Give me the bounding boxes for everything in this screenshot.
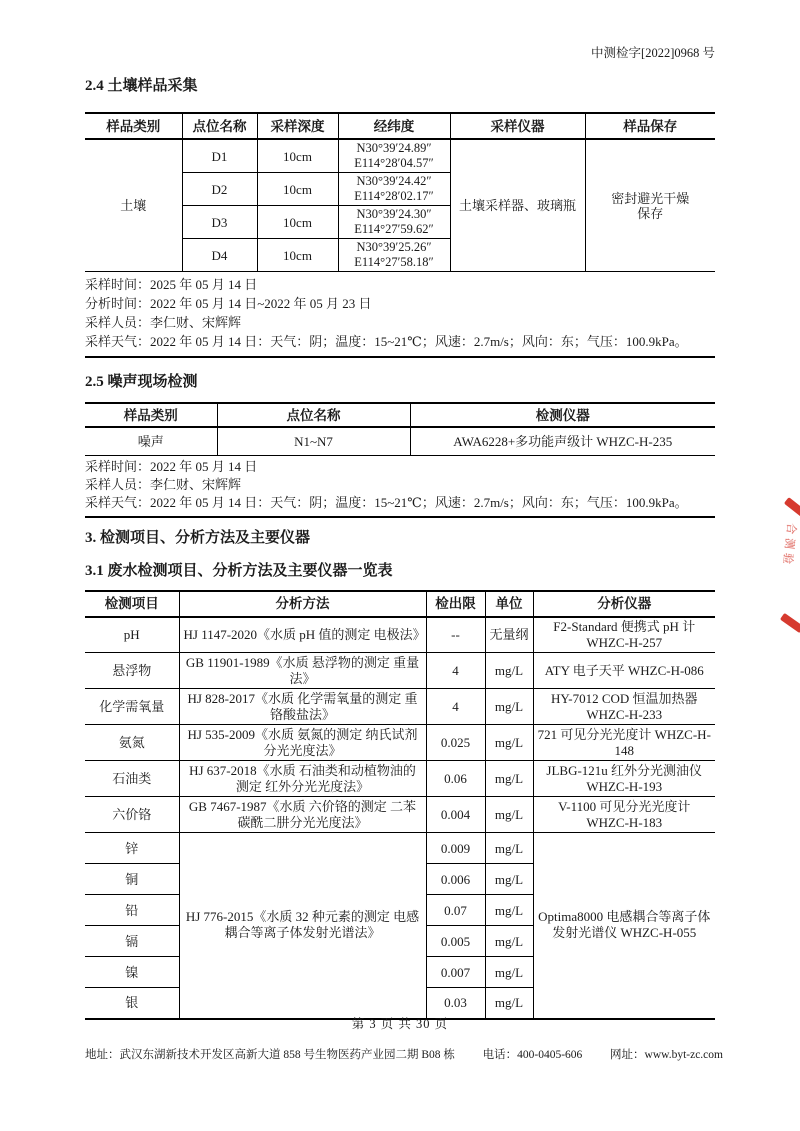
unit-cell: mg/L — [485, 653, 533, 689]
footer-page-number: 第 3 页 共 30 页 — [351, 1017, 449, 1031]
unit-cell: mg/L — [485, 689, 533, 725]
method-cell: HJ 637-2018《水质 石油类和动植物油的测定 红外分光光度法》 — [179, 761, 426, 797]
table-row — [85, 689, 715, 725]
limit-cell: 0.006 — [426, 864, 485, 895]
depth-cell: 10cm — [257, 139, 338, 173]
category-cell: 土壤 — [85, 139, 182, 272]
instrument-cell: JLBG-121u 红外分光测油仪 WHZC-H-193 — [533, 761, 715, 797]
noise-detection-table — [85, 402, 715, 456]
col-header-category: 样品类别 — [85, 113, 182, 139]
unit-cell: mg/L — [485, 895, 533, 926]
unit-cell: mg/L — [485, 761, 533, 797]
item-cell: 化学需氧量 — [85, 689, 179, 725]
noise-table-notes — [85, 456, 715, 518]
depth-cell: 10cm — [257, 239, 338, 272]
unit-cell: mg/L — [485, 797, 533, 833]
instrument-cell: ATY 电子天平 WHZC-H-086 — [533, 653, 715, 689]
instrument-cell: F2-Standard 便携式 pH 计 WHZC-H-257 — [533, 617, 715, 653]
section-title-2-5: 2.5 噪声现场检测 — [85, 374, 198, 390]
footer-contact-line — [85, 1048, 723, 1063]
note-line: 采样人员：李仁财、宋辉辉 — [85, 315, 242, 330]
section-title-2-4: 2.4 土壤样品采集 — [85, 78, 198, 94]
instrument-cell: HY-7012 COD 恒温加热器 WHZC-H-233 — [533, 689, 715, 725]
limit-cell: 0.025 — [426, 725, 485, 761]
seal-glyphs: 合测验 — [780, 522, 798, 569]
col-header-instrument: 分析仪器 — [533, 591, 715, 617]
note-line: 采样天气：2022 年 05 月 14 日：天气：阴；温度：15~21℃；风速：2.7m/s；风向：东；气压：100.9kPa。 — [85, 494, 688, 510]
limit-cell: 0.06 — [426, 761, 485, 797]
doc-number: 中测检字[2022]0968 号 — [591, 46, 715, 60]
depth-cell: 10cm — [257, 173, 338, 206]
table-header-row — [85, 113, 715, 139]
col-header-preservation: 样品保存 — [585, 113, 715, 139]
col-header-instrument: 检测仪器 — [410, 403, 715, 427]
item-cell: 石油类 — [85, 761, 179, 797]
sampler-cell: 土壤采样器、玻璃瓶 — [450, 139, 585, 272]
longitude: E114°28′04.57″ — [354, 156, 434, 170]
preservation-text: 密封避光干燥保存 — [611, 190, 690, 221]
coordinates-cell — [338, 206, 450, 239]
col-header-item: 检测项目 — [85, 591, 179, 617]
item-cell: 镍 — [85, 957, 179, 988]
col-header-point: 点位名称 — [182, 113, 257, 139]
item-cell: 六价铬 — [85, 797, 179, 833]
method-cell: GB 11901-1989《水质 悬浮物的测定 重量法》 — [179, 653, 426, 689]
limit-cell: 4 — [426, 653, 485, 689]
unit-cell: mg/L — [485, 725, 533, 761]
limit-cell: 0.007 — [426, 957, 485, 988]
unit-cell: mg/L — [485, 926, 533, 957]
item-cell: 悬浮物 — [85, 653, 179, 689]
footer-website: 网址：www.byt-zc.com — [610, 1049, 723, 1061]
item-cell: 铅 — [85, 895, 179, 926]
unit-cell: mg/L — [485, 957, 533, 988]
point-cell: D4 — [182, 239, 257, 272]
item-cell: pH — [85, 617, 179, 653]
table-header-row — [85, 591, 715, 617]
limit-cell: 0.009 — [426, 833, 485, 864]
item-cell: 镉 — [85, 926, 179, 957]
item-cell: 氨氮 — [85, 725, 179, 761]
point-cell: D1 — [182, 139, 257, 173]
preservation-cell — [585, 139, 715, 272]
col-header-method: 分析方法 — [179, 591, 426, 617]
method-cell-merged: HJ 776-2015《水质 32 种元素的测定 电感耦合等离子体发射光谱法》 — [179, 833, 426, 1019]
method-cell: HJ 828-2017《水质 化学需氧量的测定 重铬酸盐法》 — [179, 689, 426, 725]
note-line: 采样人员：李仁财、宋辉辉 — [85, 476, 242, 492]
col-header-coordinates: 经纬度 — [338, 113, 450, 139]
latitude: N30°39′24.42″ — [356, 174, 432, 188]
col-header-point: 点位名称 — [217, 403, 410, 427]
method-cell: HJ 1147-2020《水质 pH 值的测定 电极法》 — [179, 617, 426, 653]
note-line: 采样时间：2022 年 05 月 14 日 — [85, 458, 258, 474]
note-line: 采样天气：2022 年 05 月 14 日：天气：阴；温度：15~21℃；风速：2.7m/s；风向：东；气压：100.9kPa。 — [85, 334, 688, 349]
longitude: E114°28′02.17″ — [354, 189, 434, 203]
table-row — [85, 617, 715, 653]
seal-arc-icon — [780, 613, 800, 633]
col-header-category: 样品类别 — [85, 403, 217, 427]
coordinates-cell — [338, 173, 450, 206]
table-row — [85, 833, 715, 864]
table-row — [85, 761, 715, 797]
limit-cell: -- — [426, 617, 485, 653]
depth-cell: 10cm — [257, 206, 338, 239]
instrument-cell: 721 可见分光光度计 WHZC-H-148 — [533, 725, 715, 761]
table-header-row — [85, 403, 715, 427]
table-row — [85, 427, 715, 455]
item-cell: 锌 — [85, 833, 179, 864]
item-cell: 铜 — [85, 864, 179, 895]
col-header-limit: 检出限 — [426, 591, 485, 617]
longitude: E114°27′58.18″ — [354, 255, 434, 269]
unit-cell: mg/L — [485, 864, 533, 895]
note-line: 采样时间：2025 年 05 月 14 日 — [85, 277, 258, 292]
unit-cell: 无量纲 — [485, 617, 533, 653]
limit-cell: 0.07 — [426, 895, 485, 926]
limit-cell: 0.03 — [426, 988, 485, 1019]
note-line: 分析时间：2022 年 05 月 14 日~2022 年 05 月 23 日 — [85, 296, 372, 311]
point-cell: D2 — [182, 173, 257, 206]
point-cell: D3 — [182, 206, 257, 239]
footer-address-text: 地址：武汉东湖新技术开发区高新大道 858 号生物医药产业园二期 B08 栋 — [85, 1049, 455, 1061]
table-row — [85, 797, 715, 833]
col-header-depth: 采样深度 — [257, 113, 338, 139]
item-cell: 银 — [85, 988, 179, 1019]
category-cell: 噪声 — [85, 427, 217, 455]
instrument-cell: V-1100 可见分光光度计 WHZC-H-183 — [533, 797, 715, 833]
col-header-sampler: 采样仪器 — [450, 113, 585, 139]
unit-cell: mg/L — [485, 988, 533, 1019]
limit-cell: 4 — [426, 689, 485, 725]
table-row — [85, 725, 715, 761]
section-title-3-1: 3.1 废水检测项目、分析方法及主要仪器一览表 — [85, 562, 393, 579]
red-seal-fragment — [770, 497, 800, 642]
limit-cell: 0.005 — [426, 926, 485, 957]
coordinates-cell — [338, 239, 450, 272]
instrument-cell-merged: Optima8000 电感耦合等离子体发射光谱仪 WHZC-H-055 — [533, 833, 715, 1019]
method-cell: GB 7467-1987《水质 六价铬的测定 二苯碳酰二肼分光光度法》 — [179, 797, 426, 833]
longitude: E114°27′59.62″ — [354, 222, 434, 236]
latitude: N30°39′24.30″ — [356, 207, 432, 221]
col-header-unit: 单位 — [485, 591, 533, 617]
table-row — [85, 653, 715, 689]
table-row — [85, 139, 715, 173]
soil-sampling-table — [85, 112, 715, 272]
latitude: N30°39′25.26″ — [356, 240, 432, 254]
coordinates-cell — [338, 139, 450, 173]
wastewater-items-table — [85, 590, 715, 1020]
section-title-3: 3. 检测项目、分析方法及主要仪器 — [85, 529, 311, 546]
unit-cell: mg/L — [485, 833, 533, 864]
instrument-cell: AWA6228+多功能声级计 WHZC-H-235 — [410, 427, 715, 455]
point-cell: N1~N7 — [217, 427, 410, 455]
method-cell: HJ 535-2009《水质 氨氮的测定 纳氏试剂分光光度法》 — [179, 725, 426, 761]
seal-arc-icon — [784, 497, 800, 517]
footer-phone: 电话：400-0405-606 — [482, 1049, 583, 1061]
latitude: N30°39′24.89″ — [356, 141, 432, 155]
limit-cell: 0.004 — [426, 797, 485, 833]
soil-table-notes — [85, 272, 715, 358]
